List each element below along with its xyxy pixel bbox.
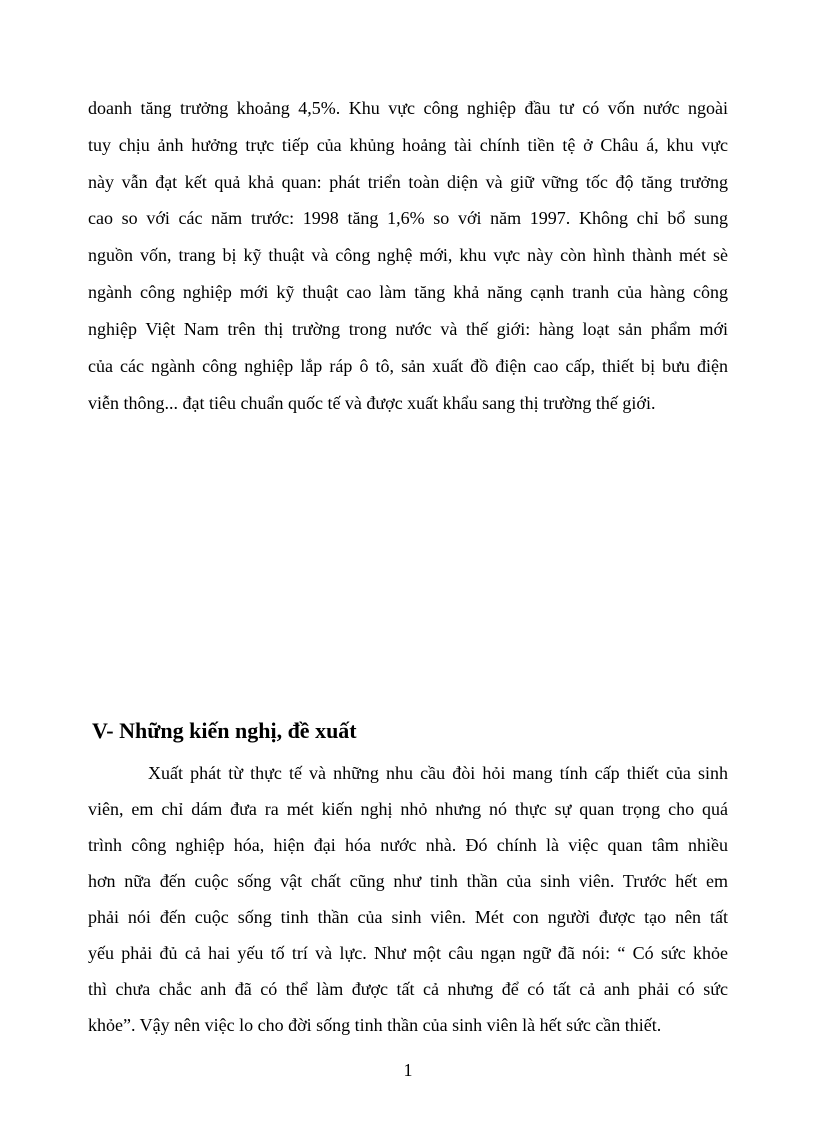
paragraph-line: phải nói đến cuộc sống tinh thần của sinh viên. Mét con người được tạo nên tất	[88, 907, 728, 927]
paragraph-line: Xuất phát từ thực tế và những nhu cầu đòi hỏi mang tính cấp thiết của sinh	[148, 763, 728, 783]
paragraph-line: ngành công nghiệp mới kỹ thuật cao làm tăng khả năng cạnh tranh của hàng công	[88, 282, 728, 302]
paragraph-line: khỏe”. Vậy nên việc lo cho đời sống tinh thần của sinh viên là hết sức cần thiết.	[88, 1015, 662, 1035]
paragraph-line: yếu phải đủ cả hai yếu tố trí và lực. Như một câu ngạn ngữ đã nói: “ Có sức khỏe	[88, 943, 728, 963]
paragraph-line: nghiệp Việt Nam trên thị trường trong nước và thế giới: hàng loạt sản phẩm mới	[88, 319, 728, 339]
paragraph-line: viễn thông... đạt tiêu chuẩn quốc tế và được xuất khẩu sang thị trường thế giới.	[88, 393, 656, 413]
paragraph-line: của các ngành công nghiệp lắp ráp ô tô, sản xuất đồ điện cao cấp, thiết bị bưu điện	[88, 356, 728, 376]
paragraph-line: này vẫn đạt kết quả khả quan: phát triển toàn diện và giữ vững tốc độ tăng trưởng	[88, 172, 728, 192]
paragraph-line: trình công nghiệp hóa, hiện đại hóa nước nhà. Đó chính là việc quan tâm nhiều	[88, 835, 728, 855]
paragraph-line: viên, em chỉ dám đưa ra mét kiến nghị nhỏ nhưng nó thực sự quan trọng cho quá	[88, 799, 728, 819]
paragraph-line: hơn nữa đến cuộc sống vật chất cũng như tinh thần của sinh viên. Trước hết em	[88, 871, 728, 891]
paragraph-line: nguồn vốn, trang bị kỹ thuật và công nghệ mới, khu vực này còn hình thành mét sè	[88, 245, 728, 265]
section-heading: V- Những kiến nghị, đề xuất	[92, 718, 357, 743]
paragraph-line: thì chưa chắc anh đã có thể làm được tất cả nhưng để có tất cả anh phải có sức	[88, 979, 728, 999]
page-number: 1	[403, 1060, 413, 1080]
paragraph-line: cao so với các năm trước: 1998 tăng 1,6% so với năm 1997. Không chỉ bổ sung	[88, 208, 728, 228]
paragraph-line: tuy chịu ảnh hưởng trực tiếp của khủng hoảng tài chính tiền tệ ở Châu á, khu vực	[88, 135, 728, 155]
paragraph-line: doanh tăng trưởng khoảng 4,5%. Khu vực công nghiệp đầu tư có vốn nước ngoài	[88, 98, 728, 118]
